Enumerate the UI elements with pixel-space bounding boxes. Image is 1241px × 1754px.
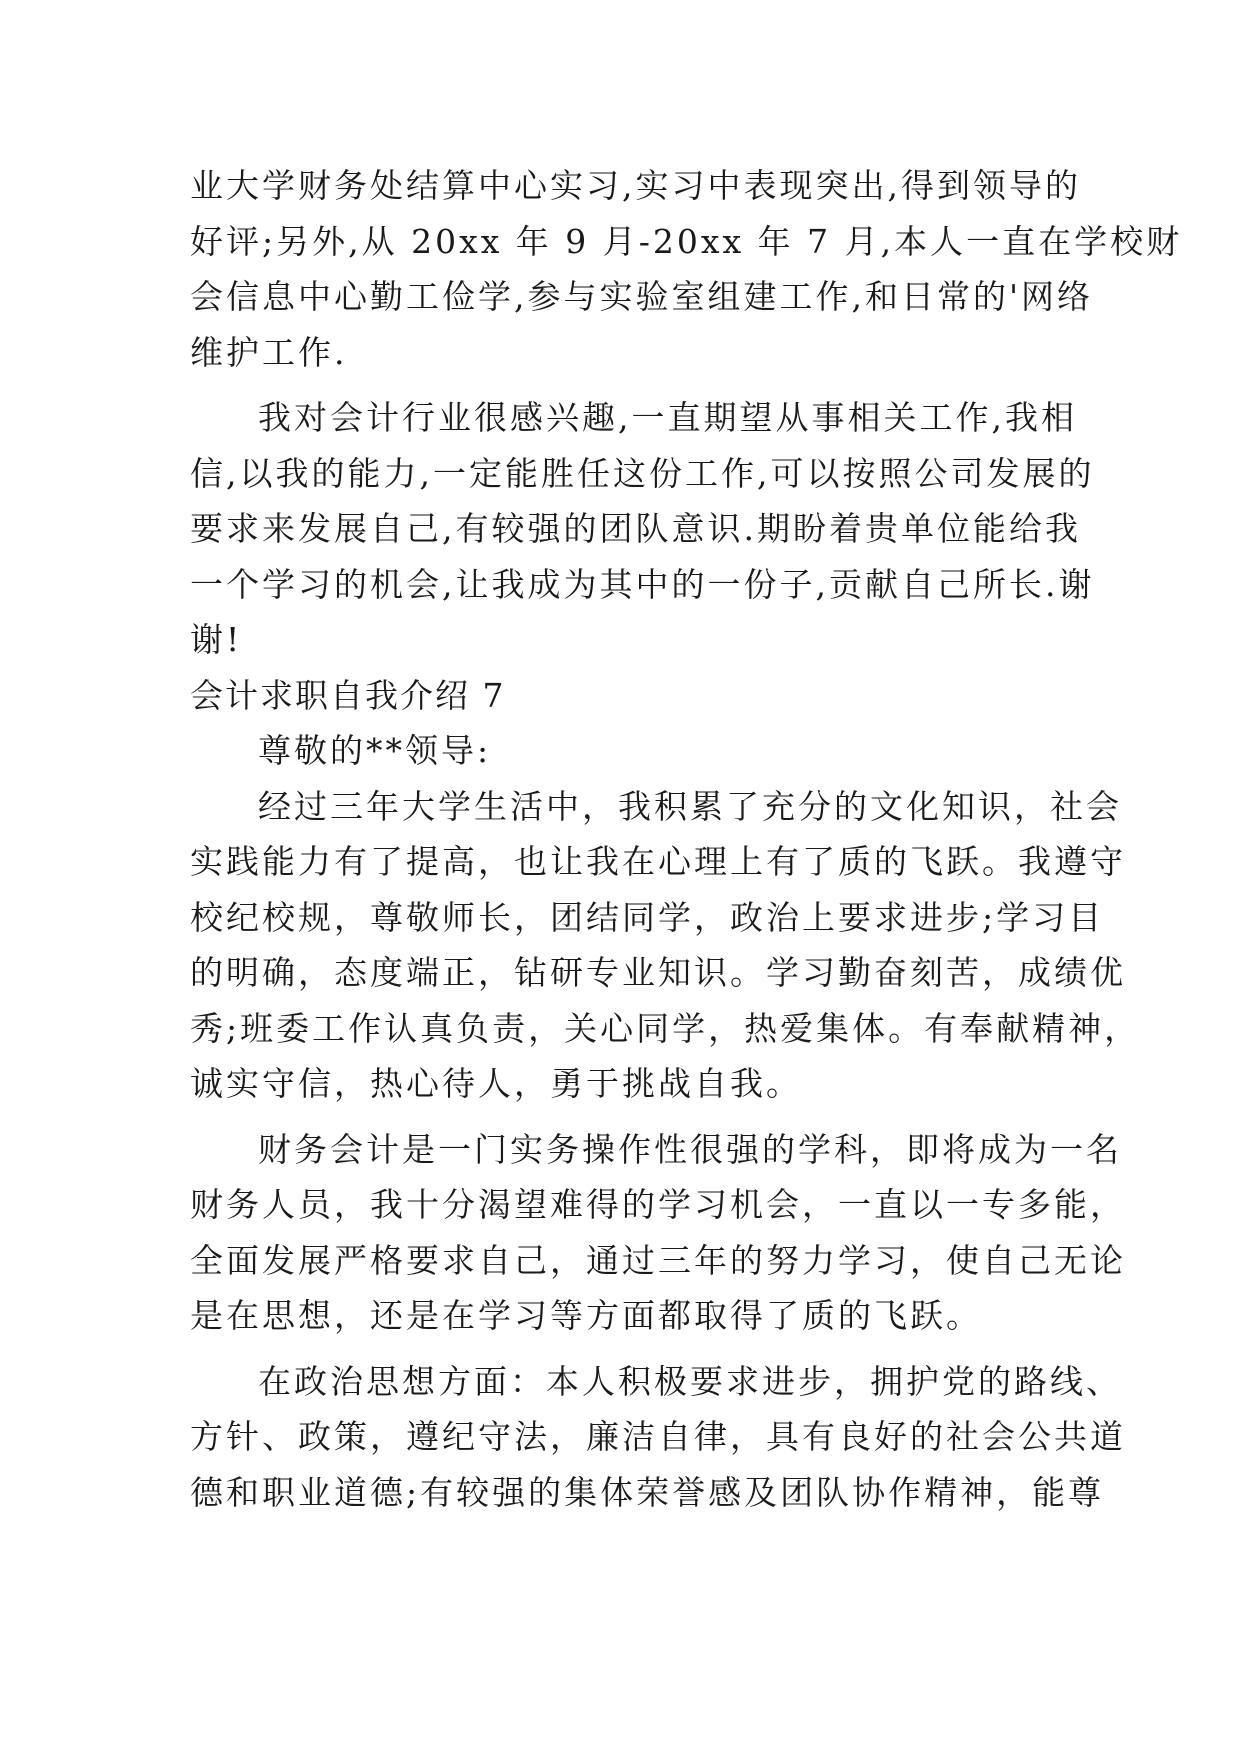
text-line: 方针、政策，遵纪守法，廉洁自律，具有良好的社会公共道 (190, 1417, 1126, 1456)
text-line: 诚实守信，热心待人，勇于挑战自我。 (190, 1064, 802, 1103)
text-line: 一个学习的机会,让我成为其中的一份子,贡献自己所长.谢 (190, 564, 1095, 604)
text-line: 的明确，态度端正，钻研专业知识。学习勤奋刻苦，成绩优 (190, 953, 1126, 992)
text-line: 要求来发展自己,有较强的团队意识.期盼着贵单位能给我 (190, 509, 1081, 548)
paragraph (190, 1354, 1126, 1521)
heading-text: 会计求职自我介绍 7 (190, 675, 506, 715)
text-line: 会信息中心勤工俭学,参与实验室组建工作,和日常的'网络 (190, 277, 1094, 316)
text-line: 校纪校规，尊敬师长，团结同学，政治上要求进步;学习目 (190, 897, 1105, 937)
text-line: 经过三年大学生活中，我积累了充分的文化知识，社会 (258, 786, 1122, 826)
text-line: 财务会计是一门实务操作性很强的学科，即将成为一名 (258, 1129, 1122, 1169)
text-line: 是在思想，还是在学习等方面都取得了质的飞跃。 (190, 1296, 982, 1335)
paragraph (190, 779, 1141, 1112)
document-body (190, 158, 1183, 1520)
text-line: 谢! (190, 620, 243, 659)
section-heading (190, 668, 1052, 724)
text-line: 财务人员，我十分渴望难得的学习机会，一直以一专多能， (190, 1185, 1126, 1224)
text-line: 我对会计行业很感兴趣,一直期望从事相关工作,我相 (258, 398, 1077, 437)
text-line: 好评;另外,从 20xx 年 9 月-20xx 年 7 月,本人一直在学校财 (190, 221, 1183, 261)
paragraph (190, 390, 1095, 668)
salutation (190, 723, 1052, 779)
paragraph (190, 1122, 1126, 1344)
text-line: 维护工作. (190, 332, 348, 372)
text-line: 实践能力有了提高，也让我在心理上有了质的飞跃。我遵守 (190, 842, 1126, 881)
paragraph (190, 158, 1183, 380)
text-line: 全面发展严格要求自己，通过三年的努力学习，使自己无论 (190, 1240, 1126, 1280)
text-line: 信,以我的能力,一定能胜任这份工作,可以按照公司发展的 (190, 453, 1095, 493)
text-line: 秀;班委工作认真负责，关心同学，热爱集体。有奉献精神， (190, 1008, 1141, 1048)
text-line: 德和职业道德;有较强的集体荣誉感及团队协作精神，能尊 (190, 1472, 1105, 1512)
text-line: 尊敬的**领导: (258, 731, 492, 770)
text-line: 在政治思想方面：本人积极要求进步，拥护党的路线、 (258, 1361, 1122, 1401)
text-line: 业大学财务处结算中心实习,实习中表现突出,得到领导的 (190, 166, 1081, 205)
